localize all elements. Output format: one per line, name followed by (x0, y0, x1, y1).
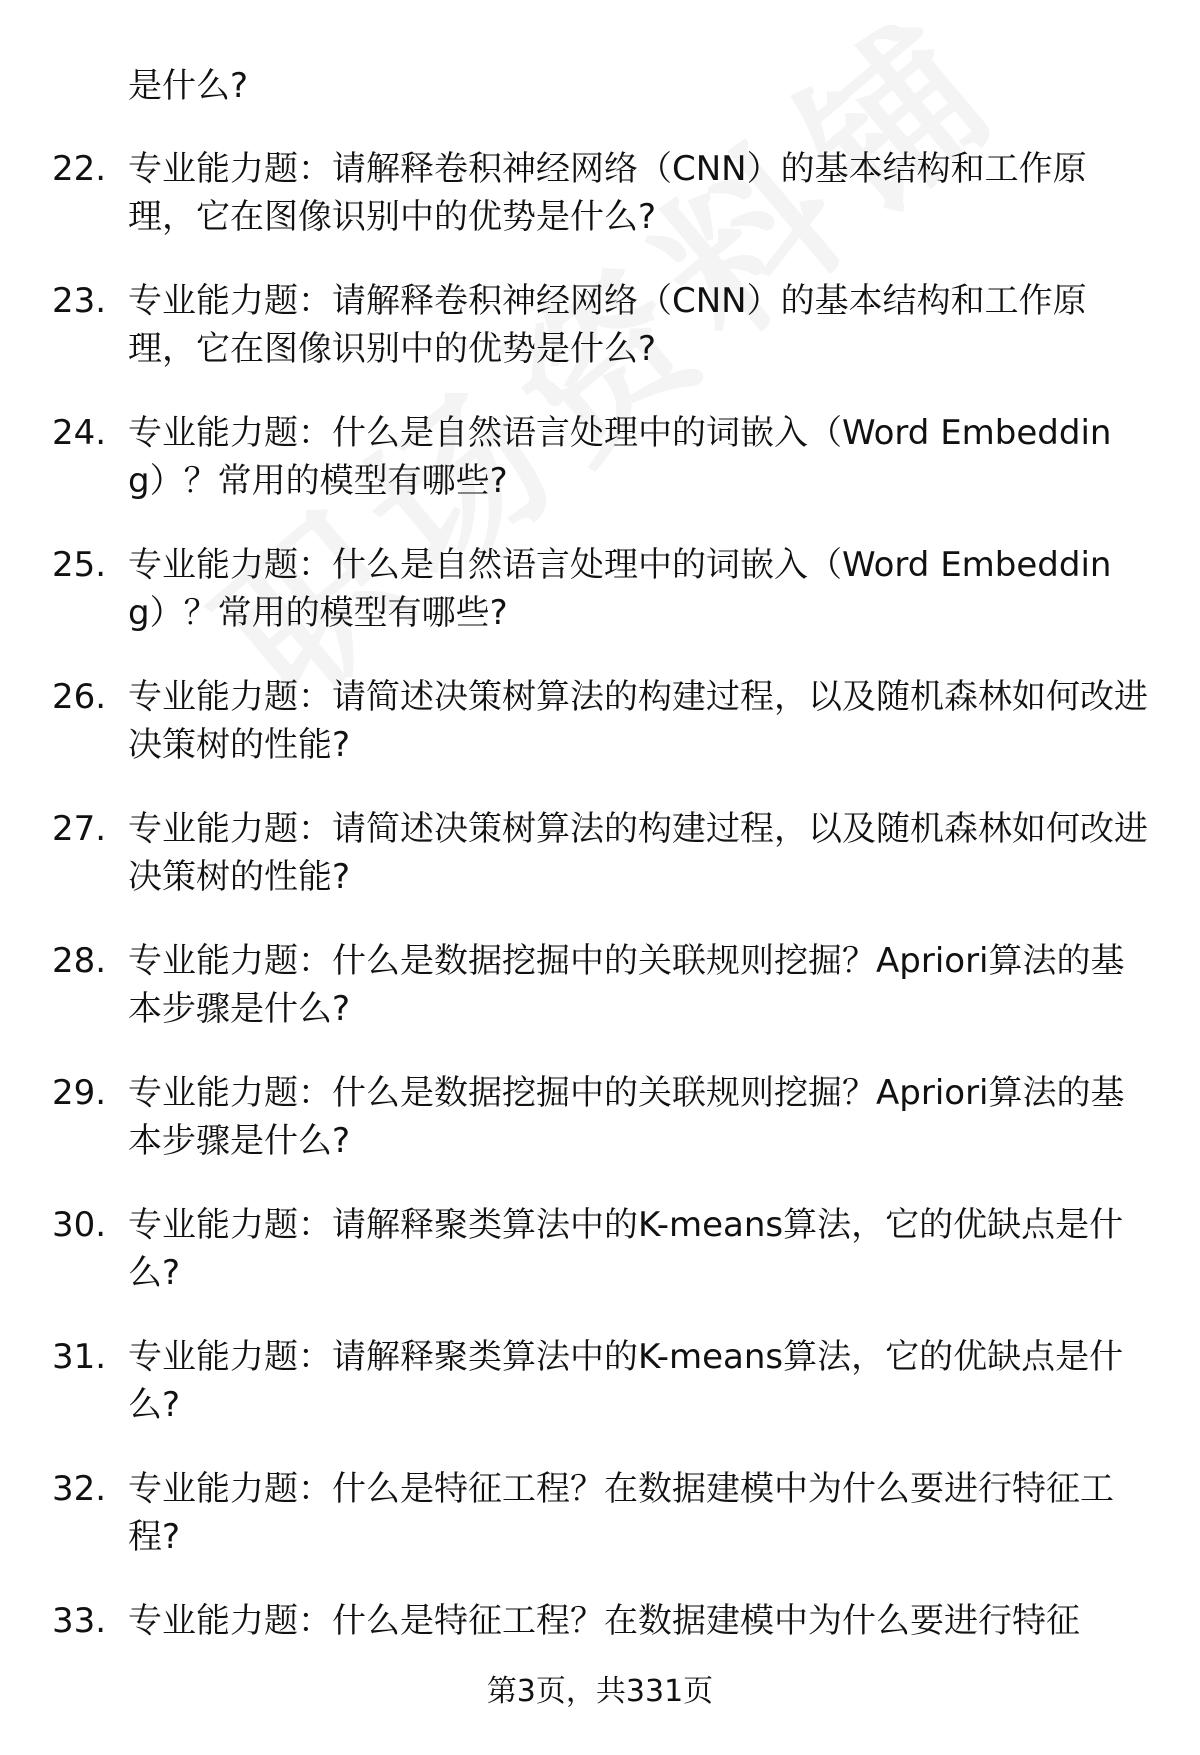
item-text: 专业能力题：请解释卷积神经网络（CNN）的基本结构和工作原理，它在图像识别中的优势是什么? (128, 281, 1087, 369)
item-text: 专业能力题：请简述决策树算法的构建过程，以及随机森林如何改进决策树的性能? (128, 677, 1148, 765)
list-item (0, 1465, 1200, 1561)
item-text: 专业能力题：什么是特征工程？在数据建模中为什么要进行特征工程? (128, 1469, 1114, 1557)
list-item (0, 409, 1200, 505)
item-number: 23. (52, 281, 107, 321)
page-footer: 第3页，共331页 (486, 1674, 714, 1709)
list-item (0, 1069, 1200, 1165)
item-text: 专业能力题：什么是特征工程？在数据建模中为什么要进行特征 (128, 1601, 1080, 1641)
item-number: 24. (52, 413, 107, 453)
item-number: 32. (52, 1469, 107, 1509)
question-list (0, 62, 1200, 1681)
item-text: 专业能力题：什么是数据挖掘中的关联规则挖掘？Apriori算法的基本步骤是什么? (128, 941, 1125, 1029)
item-number: 29. (52, 1073, 107, 1113)
item-text: 专业能力题：什么是自然语言处理中的词嵌入（Word Embedding）？常用的模型有哪些? (128, 413, 1112, 501)
item-number: 25. (52, 545, 107, 585)
list-item (0, 1333, 1200, 1429)
item-number: 27. (52, 809, 107, 849)
item-text: 专业能力题：什么是数据挖掘中的关联规则挖掘？Apriori算法的基本步骤是什么? (128, 1073, 1125, 1161)
item-text: 专业能力题：请解释聚类算法中的K-means算法，它的优缺点是什么? (128, 1337, 1124, 1425)
item-number: 33. (52, 1601, 107, 1641)
list-item (0, 937, 1200, 1033)
item-text: 专业能力题：请解释卷积神经网络（CNN）的基本结构和工作原理，它在图像识别中的优势是什么? (128, 149, 1087, 237)
item-text: 专业能力题：请解释聚类算法中的K-means算法，它的优缺点是什么? (128, 1205, 1124, 1293)
item-number: 28. (52, 941, 107, 981)
list-item (0, 805, 1200, 901)
continuation-text: 是什么? (128, 66, 249, 106)
item-number: 31. (52, 1337, 107, 1377)
list-item (0, 541, 1200, 637)
item-text: 专业能力题：什么是自然语言处理中的词嵌入（Word Embedding）？常用的模型有哪些? (128, 545, 1112, 633)
list-item (0, 673, 1200, 769)
list-item (0, 145, 1200, 241)
item-number: 30. (52, 1205, 107, 1245)
list-item (0, 1597, 1200, 1645)
list-item (0, 1201, 1200, 1297)
item-number: 26. (52, 677, 107, 717)
list-item (0, 277, 1200, 373)
item-number: 22. (52, 149, 107, 189)
item-text: 专业能力题：请简述决策树算法的构建过程，以及随机森林如何改进决策树的性能? (128, 809, 1148, 897)
